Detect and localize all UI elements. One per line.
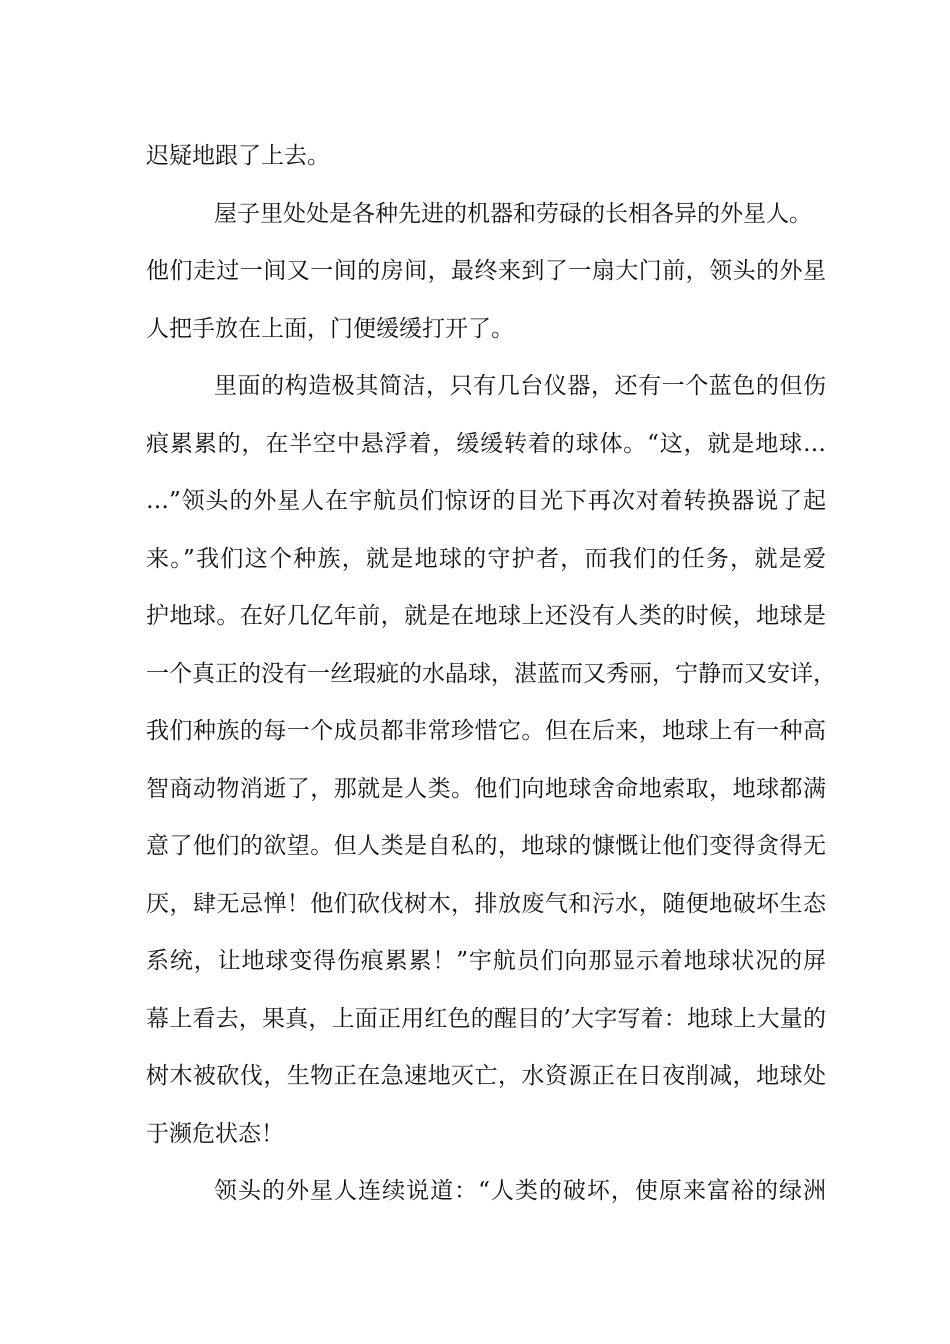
text-line: 意了他们的欲望。但人类是自私的，地球的慷慨让他们变得贪得无 — [146, 833, 826, 859]
text-line: 智商动物消逝了，那就是人类。他们向地球舍命地索取，地球都满 — [146, 775, 826, 802]
text-line: 护地球。在好几亿年前，就是在地球上还没有人类的时候，地球是 — [146, 603, 826, 629]
text-line: 人把手放在上面，门便缓缓打开了。 — [146, 315, 514, 342]
text-line: 痕累累的，在半空中悬浮着，缓缓转着的球体。“这，就是地球… — [146, 430, 826, 457]
text-line: 于濒危状态！ — [146, 1120, 284, 1147]
text-line: 迟疑地跟了上去。 — [146, 143, 330, 169]
text-line: 来。”我们这个种族，就是地球的守护者，而我们的任务，就是爱 — [146, 545, 826, 572]
text-line: 他们走过一间又一间的房间，最终来到了一扇大门前，领头的外星 — [146, 258, 826, 284]
text-line: 幕上看去，果真，上面正用红色的醒目的’大字写着：地球上大量的 — [146, 1005, 826, 1032]
text-line: 厌，肆无忌惮！他们砍伐树木，排放废气和污水，随便地破坏生态 — [146, 890, 826, 917]
text-line: 我们种族的每一个成员都非常珍惜它。但在后来，地球上有一种高 — [146, 718, 826, 744]
text-line: 一个真正的没有一丝瑕疵的水晶球，湛蓝而又秀丽，宁静而又安详， — [146, 660, 836, 687]
text-line: …”领头的外星人在宇航员们惊讶的目光下再次对着转换器说了起 — [146, 488, 826, 514]
text-line: 里面的构造极其简洁，只有几台仪器，还有一个蓝色的但伤 — [214, 373, 826, 399]
text-line: 屋子里处处是各种先进的机器和劳碌的长相各异的外星人。 — [214, 200, 812, 227]
text-line: 系统，让地球变得伤痕累累！”宇航员们向那显示着地球状况的屏 — [146, 948, 826, 974]
body-text — [146, 128, 836, 1221]
text-line: 树木被砍伐，生物正在急速地灭亡，水资源正在日夜削减，地球处 — [146, 1063, 826, 1089]
text-line: 领头的外星人连续说道：“人类的破坏，使原来富裕的绿洲 — [214, 1178, 826, 1204]
